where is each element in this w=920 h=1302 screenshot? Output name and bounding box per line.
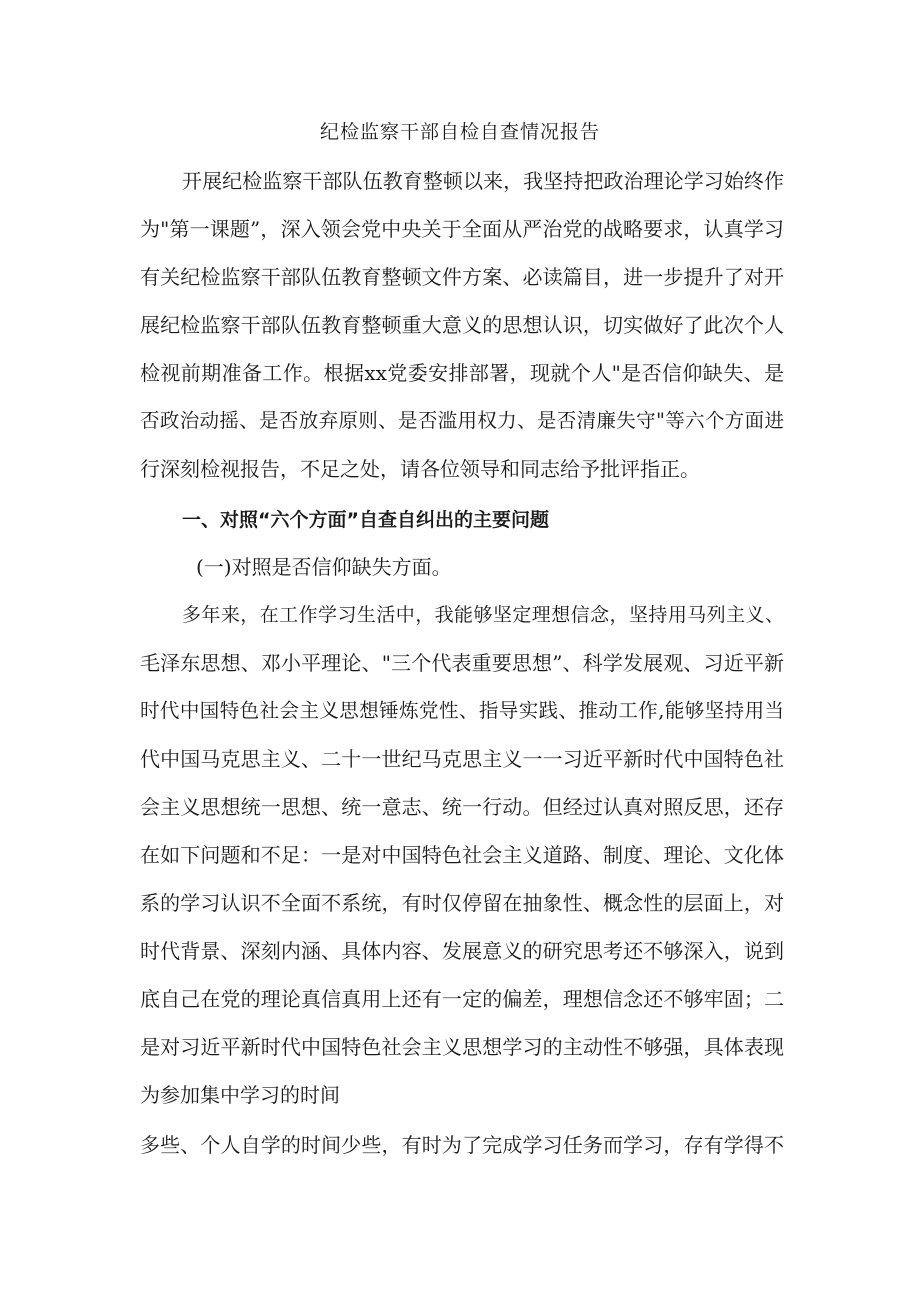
body-line: 时代中国特色社会主义思想锤炼党性、指导实践、推动工作,能够坚持用当 <box>140 699 784 722</box>
body-line: 系的学习认识不全面不系统，有时仅停留在抽象性、概念性的层面上，对 <box>140 891 784 915</box>
body-line: 时代背景、深刻内涵、具体内容、发展意义的研究思考还不够深入，说到 <box>140 939 784 963</box>
body-line: 会主义思想统一思想、统一意志、统一行动。但经过认真对照反思，还存 <box>140 795 784 819</box>
section-heading: 一、对照“六个方面”自查自纠出的主要问题 <box>182 509 549 531</box>
intro-line: 有关纪检监察干部队伍教育整顿文件方案、必读篇目，进一步提升了对开 <box>140 265 784 289</box>
body-line: 多年来，在工作学习生活中，我能够坚定理想信念，坚持用马列主义、 <box>182 604 784 626</box>
intro-line: 检视前期准备工作。根据xx党委安排部署，现就个人"是否信仰缺失、是 <box>140 361 784 385</box>
intro-line: 开展纪检监察干部队伍教育整顿以来，我坚持把政治理论学习始终作 <box>182 169 784 193</box>
body-line: 毛泽东思想、邓小平理论、"三个代表重要思想”、科学发展观、习近平新 <box>140 651 784 675</box>
body-line: 是对习近平新时代中国特色社会主义思想学习的主动性不够强，具体表现 <box>140 1035 784 1059</box>
body-line: 在如下问题和不足：一是对中国特色社会主义道路、制度、理论、文化体 <box>140 843 784 867</box>
document-title: 纪检监察干部自检自查情况报告 <box>319 121 600 143</box>
intro-line: 展纪检监察干部队伍教育整顿重大意义的思想认识，切实做好了此次个人 <box>140 313 784 337</box>
intro-line: 否政治动摇、是否放弃原则、是否滥用权力、是否清廉失守"等六个方面进 <box>140 409 784 432</box>
body-continuation-line: 多些、个人自学的时间少些，有时为了完成学习任务而学习，存有学得不 <box>140 1133 784 1157</box>
body-line: 为参加集中学习的时间 <box>140 1083 340 1107</box>
body-line: 代中国马克思主义、二十一世纪马克思主义一一习近平新时代中国特色社 <box>140 747 784 771</box>
intro-line: 行深刻检视报告，不足之处，请各位领导和同志给予批评指正。 <box>140 457 700 481</box>
subsection-heading: (一)对照是否信仰缺失方面。 <box>196 555 452 579</box>
intro-line: 为"第一课题”，深入领会党中央关于全面从严治党的战略要求，认真学习 <box>140 217 784 241</box>
body-line: 底自己在党的理论真信真用上还有一定的偏差，理想信念还不够牢固；二 <box>140 987 784 1011</box>
